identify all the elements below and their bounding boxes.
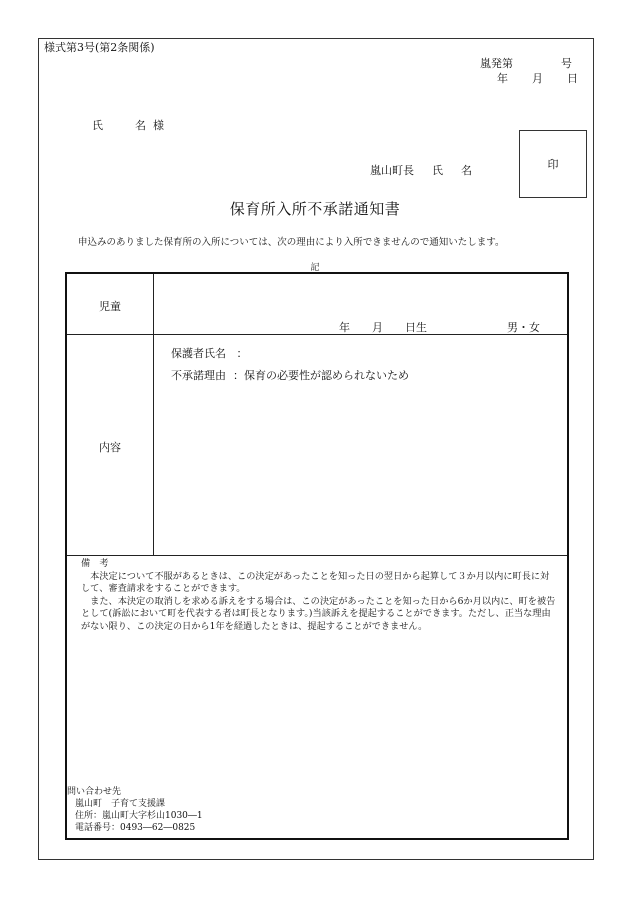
document-number-prefix: 嵐発第	[480, 57, 513, 70]
column-divider	[153, 274, 154, 556]
guardian-name-field	[171, 345, 248, 361]
birth-month: 月	[372, 321, 383, 334]
document-number	[480, 55, 572, 71]
page-title: 保育所入所不承諾通知書	[229, 200, 401, 218]
refusal-reason-field	[171, 367, 409, 383]
seal-label: 印	[547, 158, 559, 171]
contact-heading: 問い合わせ先	[67, 787, 122, 797]
sender-name-2: 名	[461, 164, 472, 177]
guardian-name-colon: ：	[236, 347, 248, 360]
remarks-section	[81, 558, 557, 634]
remarks-heading: 備 考	[81, 558, 109, 569]
child-birthdate	[339, 319, 427, 335]
contact-address: 住所：嵐山町大字杉山1030―1	[75, 811, 203, 821]
sender-name-1: 氏	[432, 164, 443, 177]
contact-section	[67, 786, 203, 834]
ki-marker: 記	[310, 263, 320, 273]
recipient-line	[92, 117, 164, 133]
sender-line	[370, 162, 472, 178]
child-label: 児童	[99, 300, 121, 313]
contact-phone: 電話番号：0493―62―0825	[75, 823, 196, 833]
issue-date-day: 日	[567, 72, 578, 85]
birth-year: 年	[339, 321, 350, 334]
notice-table	[65, 272, 569, 840]
recipient-name-1: 氏	[92, 119, 103, 132]
content-label: 内容	[99, 441, 121, 454]
sender-title: 嵐山町長	[370, 164, 414, 177]
issue-date-month: 月	[532, 72, 543, 85]
intro-text: 申込みのありました保育所の入所については、次の理由により入所できませんので通知いたします。	[78, 237, 505, 248]
remarks-paragraph-2: また、本決定の取消しを求める訴えをする場合は、この決定があったことを知った日から6か月以内に、町を被告として(訴訟において町を代表する者は町長となります。)当該訴えを提起することができます。ただし、正当な理由がない限り、この決定の日から1年を経過したときは、提起することができません。	[81, 595, 556, 632]
form-number: 様式第3号(第2条関係)	[44, 41, 155, 54]
issue-date-year: 年	[497, 72, 508, 85]
document-number-suffix: 号	[561, 57, 572, 70]
seal-box	[519, 130, 587, 198]
contact-department: 嵐山町 子育て支援課	[75, 799, 166, 809]
refusal-reason-label: 不承諾理由	[171, 369, 226, 382]
guardian-name-label: 保護者氏名	[171, 347, 226, 360]
child-sex: 男・女	[507, 321, 540, 334]
refusal-reason-value: ：保育の必要性が認められないため	[233, 369, 409, 382]
remarks-paragraph-1: 本決定について不服があるときは、この決定があったことを知った日の翌日から起算して３か月以内に町長に対して、審査請求をすることができます。	[81, 570, 550, 595]
recipient-honorific: 様	[153, 119, 164, 132]
birth-day: 日生	[405, 321, 427, 334]
issue-date	[497, 70, 578, 86]
row-divider-content	[67, 555, 567, 556]
recipient-name-2: 名	[135, 119, 146, 132]
row-divider-child	[67, 334, 567, 335]
